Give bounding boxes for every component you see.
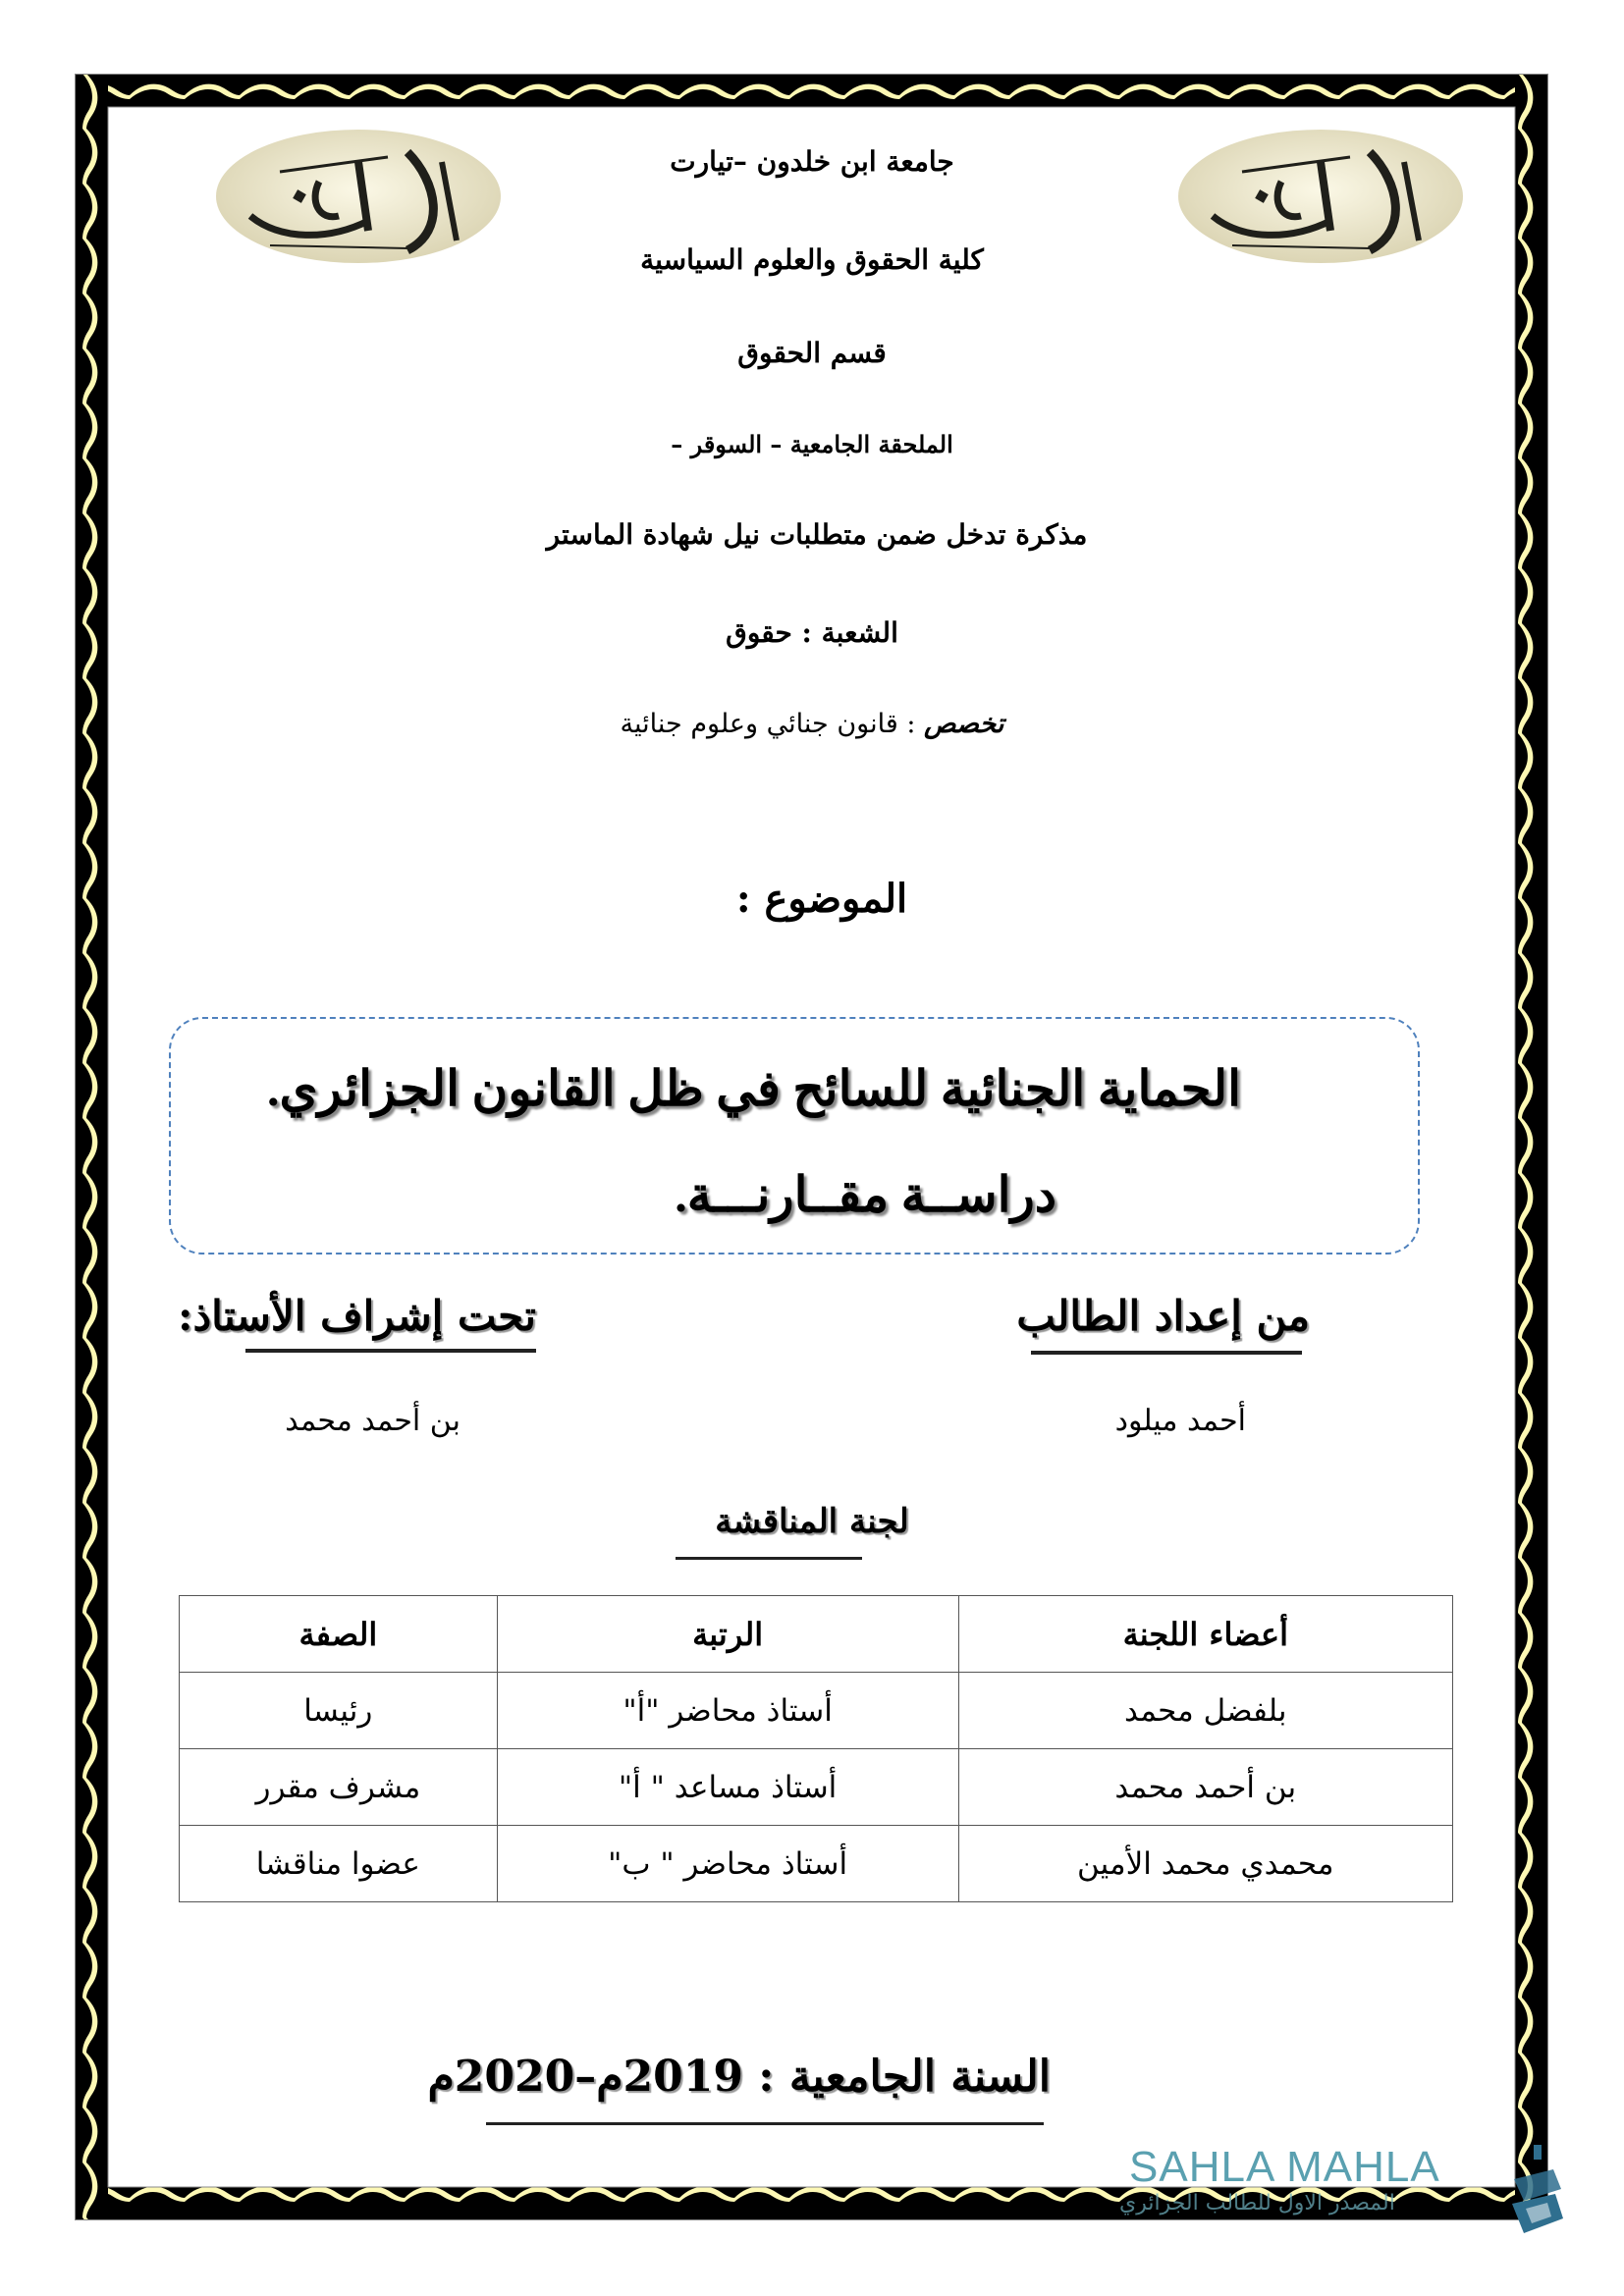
thesis-statement: مذكرة تدخل ضمن متطلبات نيل شهادة الماستر — [546, 518, 1088, 551]
topic-title-line1: الحماية الجنائية للسائح في ظل القانون الجزائري. — [267, 1061, 1241, 1116]
member-rank: أستاذ محاضر " ب" — [497, 1826, 958, 1902]
specialty-value: : قانون جنائي وعلوم جنائية — [620, 709, 916, 739]
topic-title-line2: دراســة مقــارنـــة. — [675, 1167, 1056, 1222]
column-header-role: الصفة — [180, 1596, 498, 1673]
branch-label: الشعبة : حقوق — [726, 616, 898, 649]
member-role: عضوا مناقشا — [180, 1826, 498, 1902]
student-heading: من إعداد الطالب — [1016, 1292, 1310, 1340]
annex-name: الملحقة الجامعية – السوقر – — [671, 430, 953, 458]
topic-label: الموضوع : — [735, 876, 908, 922]
table-row — [180, 1826, 1453, 1902]
table-row — [180, 1749, 1453, 1826]
specialty-label: تخصص — [924, 709, 1004, 739]
specialty-row — [0, 709, 1624, 739]
department-name: قسم الحقوق — [737, 337, 887, 369]
university-name: جامعة ابن خلدون –تيارت — [670, 145, 954, 178]
member-rank: أستاذ مساعد " أ" — [497, 1749, 958, 1826]
jury-heading-underline — [676, 1557, 862, 1560]
watermark-tagline: المصدر الاول للطالب الجزائري — [1119, 2191, 1395, 2216]
academic-year-underline — [486, 2122, 1044, 2125]
member-role: مشرف مقرر — [180, 1749, 498, 1826]
jury-heading: لجنة المناقشة — [715, 1502, 909, 1541]
supervisor-name: بن أحمد محمد — [285, 1404, 460, 1438]
column-header-rank: الرتبة — [497, 1596, 958, 1673]
member-name: بلفضل محمد — [958, 1673, 1452, 1749]
member-name: محمدي محمد الأمين — [958, 1826, 1452, 1902]
student-heading-underline — [1031, 1351, 1302, 1355]
supervisor-heading-underline — [245, 1349, 536, 1353]
member-rank: أستاذ محاضر "أ" — [497, 1673, 958, 1749]
faculty-name: كلية الحقوق والعلوم السياسية — [640, 243, 984, 276]
supervisor-heading: تحت إشراف الأستاذ: — [177, 1292, 536, 1340]
watermark-brand: SAHLA MAHLA — [1129, 2143, 1440, 2191]
academic-year: السنة الجامعية : 2019م–2020م — [427, 2052, 1051, 2102]
member-name: بن أحمد محمد — [958, 1749, 1452, 1826]
table-row — [180, 1673, 1453, 1749]
student-name: أحمد ميلود — [1114, 1404, 1246, 1438]
jury-table — [179, 1595, 1453, 1902]
watermark-logo-icon — [1504, 2140, 1565, 2238]
table-header-row — [180, 1596, 1453, 1673]
member-role: رئيسا — [180, 1673, 498, 1749]
column-header-members: أعضاء اللجنة — [958, 1596, 1452, 1673]
